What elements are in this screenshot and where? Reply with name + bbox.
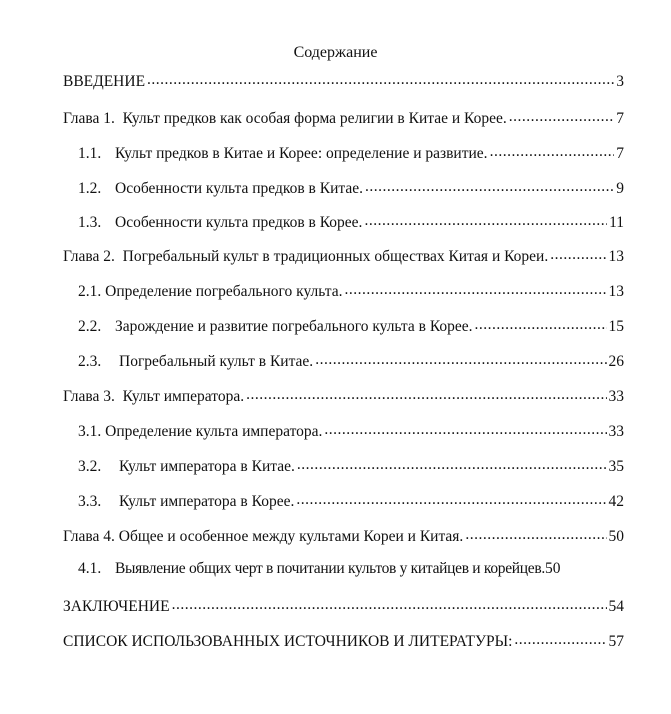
dot-leader [147, 70, 614, 86]
entry-page: 33 [608, 387, 624, 405]
entry-label: Культ предков как особая форма религии в Китае и Корее. [122, 109, 507, 127]
toc-title: Содержание [293, 44, 378, 61]
dot-leader [324, 420, 606, 436]
entry-number: 4.1. [78, 560, 102, 577]
dot-leader [315, 350, 606, 366]
dot-leader [365, 177, 614, 193]
entry-number: 2.3. [78, 352, 102, 370]
entry-page: 13 [608, 282, 624, 300]
entry-number: 1.3. [78, 213, 102, 231]
toc-entry-1-1[interactable] [78, 142, 624, 162]
entry-page: 50 [544, 560, 561, 577]
toc-entry-1-3[interactable] [78, 211, 624, 231]
toc-entry-chapter-1[interactable] [63, 107, 624, 127]
entry-label: Выявление общих черт в почитании культов у китайцев и корейцев. [115, 560, 545, 577]
entry-number: 1.1. [78, 144, 102, 162]
toc-entry-2-3[interactable] [78, 350, 624, 370]
entry-number: 2.2. [78, 317, 102, 335]
entry-label: СПИСОК ИСПОЛЬЗОВАННЫХ ИСТОЧНИКОВ И ЛИТЕРАТУРЫ: [63, 632, 513, 650]
dot-leader [344, 280, 606, 296]
dot-leader [550, 245, 606, 261]
entry-label: Зарождение и развитие погребального культа в Корее. [115, 317, 473, 335]
entry-label: Погребальный культ в традиционных обществах Китая и Кореи. [122, 247, 549, 265]
dot-leader [364, 211, 607, 227]
entry-number: 3.2. [78, 457, 102, 475]
entry-page: 9 [616, 179, 624, 197]
entry-label: Определение культа императора. [105, 422, 323, 440]
entry-number: 1.2. [78, 179, 102, 197]
toc-entry-introduction[interactable] [63, 70, 624, 90]
entry-number: Глава 4. [63, 527, 115, 545]
entry-number: 3.3. [78, 492, 102, 510]
toc-entry-2-1[interactable] [78, 280, 624, 300]
dot-leader [509, 107, 615, 123]
entry-page: 13 [608, 247, 624, 265]
entry-page: 3 [616, 72, 624, 90]
entry-label: Определение погребального культа. [105, 282, 343, 300]
entry-page: 7 [616, 109, 624, 127]
toc-entry-chapter-4[interactable] [63, 525, 624, 545]
entry-label: Особенности культа предков в Корее. [115, 213, 363, 231]
entry-page: 26 [608, 352, 624, 370]
entry-label: ВВЕДЕНИЕ [63, 72, 146, 90]
entry-number: 2.1. [78, 282, 102, 300]
entry-label: Общее и особенное между культами Кореи и Китая. [118, 527, 464, 545]
toc-entry-2-2[interactable] [78, 315, 624, 335]
entry-page: 15 [608, 317, 624, 335]
entry-label: Особенности культа предков в Китае. [115, 179, 363, 197]
dot-leader [172, 595, 607, 611]
dot-leader [246, 385, 606, 401]
entry-number: 3.1. [78, 422, 102, 440]
toc-entry-chapter-2[interactable] [63, 245, 624, 265]
entry-page: 35 [608, 457, 624, 475]
entry-number: Глава 3. [63, 387, 115, 405]
entry-page: 57 [608, 632, 624, 650]
toc-entry-3-3[interactable] [78, 490, 624, 510]
dot-leader [297, 455, 607, 471]
entry-label: Погребальный культ в Китае. [119, 352, 314, 370]
entry-label: Культ императора в Китае. [119, 457, 295, 475]
toc-entry-3-1[interactable] [78, 420, 624, 440]
toc-entry-3-2[interactable] [78, 455, 624, 475]
entry-page: 54 [608, 597, 624, 615]
toc-entry-bibliography[interactable] [63, 630, 624, 650]
entry-label: Культ предков в Китае и Корее: определение и развитие. [115, 144, 488, 162]
entry-number: Глава 2. [63, 247, 115, 265]
entry-page: 11 [609, 213, 624, 231]
entry-label: Культ императора в Корее. [119, 492, 295, 510]
dot-leader [475, 315, 607, 331]
toc-entry-4-1[interactable] [78, 560, 624, 580]
entry-page: 42 [608, 492, 624, 510]
entry-page: 7 [616, 144, 624, 162]
toc-entry-chapter-3[interactable] [63, 385, 624, 405]
entry-page: 50 [608, 527, 624, 545]
toc-entry-1-2[interactable] [78, 177, 624, 197]
dot-leader [465, 525, 606, 541]
entry-number: Глава 1. [63, 109, 115, 127]
dot-leader [296, 490, 606, 506]
dot-leader [514, 630, 606, 646]
entry-label: Культ императора. [122, 387, 245, 405]
toc-entry-conclusion[interactable] [63, 595, 624, 615]
dot-leader [490, 142, 615, 158]
entry-label: ЗАКЛЮЧЕНИЕ [63, 597, 170, 615]
entry-page: 33 [608, 422, 624, 440]
